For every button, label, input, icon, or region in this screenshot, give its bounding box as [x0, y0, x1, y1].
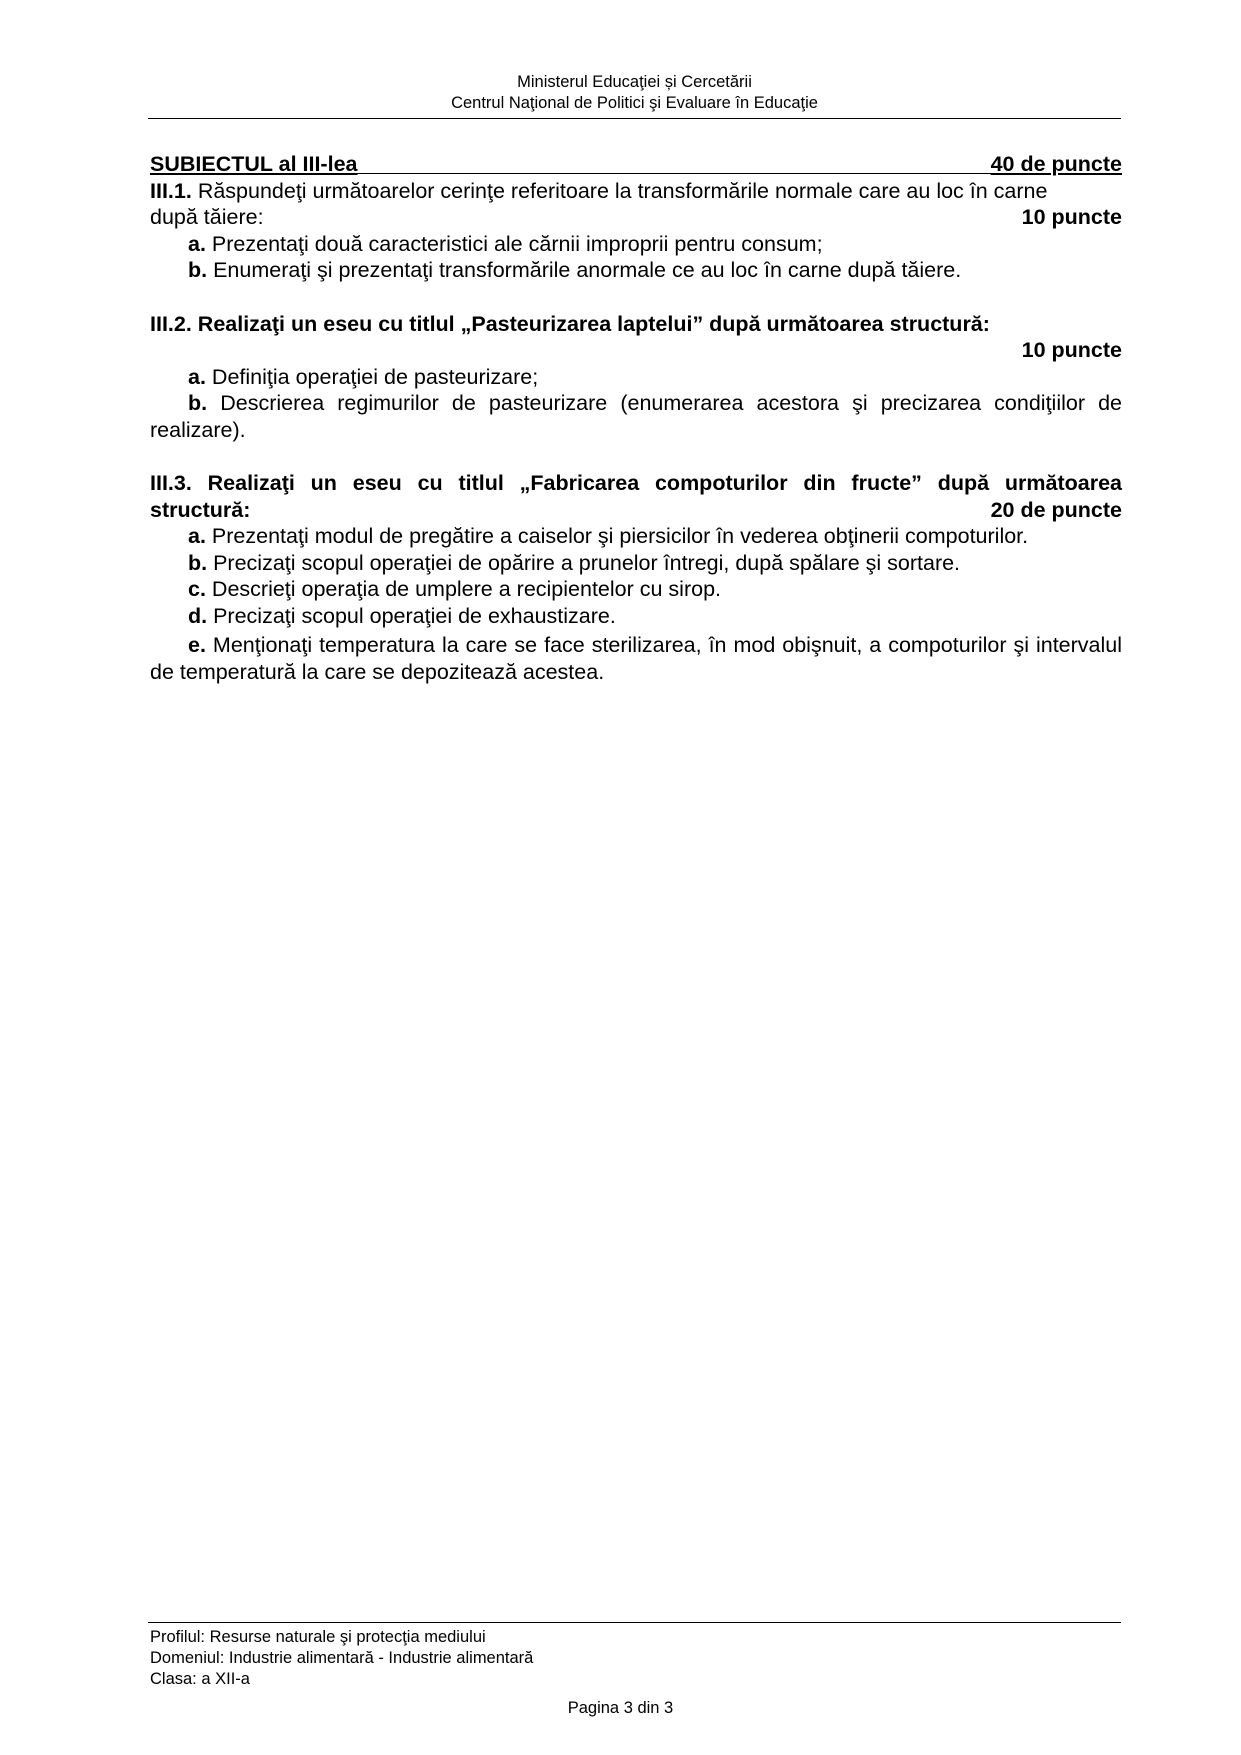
item-label: a. — [188, 524, 206, 548]
item-label: b. — [188, 258, 208, 282]
item-text: Menţionaţi temperatura la care se face sterilizarea, în mod obişnuit, a compoturilor şi intervalul de temperatură la care se depozitează acestea. — [150, 633, 1122, 684]
question-1-points: 10 puncte — [1021, 205, 1122, 229]
header-ministry: Ministerul Educaţiei și Cercetării — [517, 73, 752, 91]
question-3-points: 20 de puncte — [990, 497, 1122, 522]
item-text: Prezentaţi modul de pregătire a caiselor şi piersicilor în vederea obţinerii compoturilor. — [211, 524, 1029, 548]
question-3-item-e — [150, 632, 1122, 685]
question-3-line2 — [150, 497, 1122, 524]
item-text: Descrieţi operaţia de umplere a recipientelor cu sirop. — [211, 577, 722, 601]
question-1-text-cont: după tăiere: — [150, 205, 264, 229]
exam-content — [150, 151, 1122, 685]
subject-title: SUBIECTUL al III-lea — [150, 152, 358, 176]
item-label: d. — [188, 603, 208, 628]
footer-domain: Domeniul: Industrie alimentară - Industrie alimentară — [150, 1649, 534, 1667]
footer-class: Clasa: a XII-a — [150, 1670, 250, 1688]
question-1-line2 — [150, 204, 1122, 231]
item-label: e. — [188, 633, 206, 657]
question-3-item-d — [150, 603, 1122, 630]
item-text: Descrierea regimurilor de pasteurizare (enumerarea acestora şi precizarea condiţiilor de realizare). — [150, 391, 1122, 442]
subject-points: 40 de puncte — [990, 152, 1122, 176]
page-number: Pagina 3 din 3 — [567, 1699, 674, 1717]
item-label: c. — [188, 577, 206, 601]
question-1-item-b — [150, 257, 1122, 284]
question-2-text: III.2. Realizaţi un eseu cu titlul „Pasteurizarea laptelui” după următoarea structură: — [150, 311, 990, 336]
item-label: a. — [188, 231, 206, 256]
question-2-item-a — [150, 364, 1122, 391]
item-label: b. — [188, 391, 208, 415]
item-label: b. — [188, 550, 208, 575]
header-center: Centrul Naţional de Politici şi Evaluare în Educaţie — [451, 94, 818, 112]
item-text: Precizaţi scopul operaţiei de exhaustizare. — [213, 603, 616, 628]
header-divider — [148, 118, 1121, 119]
footer-profile: Profilul: Resurse naturale şi protecţia mediului — [150, 1628, 486, 1646]
question-1 — [150, 178, 1122, 205]
question-3-text-cont: structură: — [150, 497, 251, 522]
question-2-points: 10 puncte — [1021, 338, 1122, 362]
footer-divider — [148, 1622, 1121, 1623]
question-3-item-a — [150, 523, 1122, 550]
subject-heading — [150, 151, 1122, 178]
question-1-text: Răspundeţi următoarelor cerinţe referitoare la transformările normale care au loc în carne — [197, 178, 1048, 203]
question-1-label: III.1. — [150, 178, 192, 203]
question-3-item-c — [150, 576, 1122, 603]
item-text: Precizaţi scopul operaţiei de opărire a prunelor întregi, după spălare şi sortare. — [213, 550, 961, 575]
page-header — [148, 72, 1121, 114]
question-3-item-b — [150, 550, 1122, 577]
question-3-text: III.3. Realizaţi un eseu cu titlul „Fabricarea compoturilor din fructe” după următoarea — [150, 471, 1122, 495]
item-text: Definiţia operaţiei de pasteurizare; — [211, 364, 539, 389]
page-footer — [150, 1627, 750, 1690]
item-label: a. — [188, 364, 206, 389]
subject-underline — [357, 151, 990, 174]
item-text: Enumeraţi şi prezentaţi transformările anormale ce au loc în carne după tăiere. — [213, 258, 962, 282]
question-1-item-a — [150, 231, 1122, 258]
question-2-item-b — [150, 390, 1122, 443]
item-text: Prezentaţi două caracteristici ale cărnii improprii pentru consum; — [211, 231, 823, 256]
